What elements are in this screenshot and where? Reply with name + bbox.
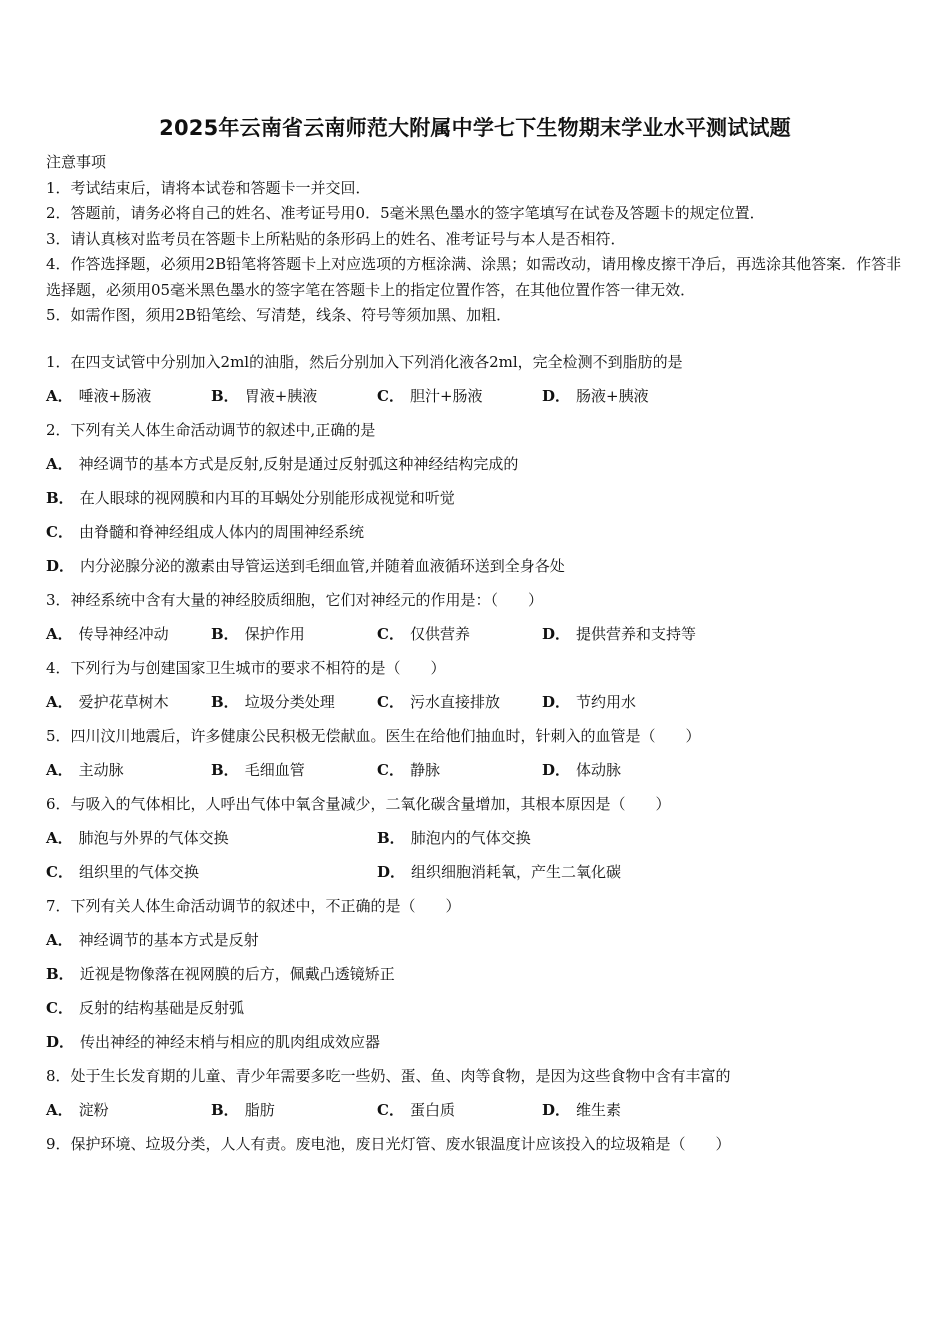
notice-item: 3．请认真核对监考员在答题卡上所粘贴的条形码上的姓名、准考证号与本人是否相符． (46, 229, 626, 248)
question-stem: 2．下列有关人体生命活动调节的叙述中,正确的是 (46, 421, 376, 439)
option-row (46, 1093, 906, 1127)
question-stem: 3．神经系统中含有大量的神经胶质细胞，它们对神经元的作用是：（ ） (46, 591, 544, 609)
notice-item: 5．如需作图，须用2B铅笔绘、写清楚，线条、符号等须加黑、加粗． (46, 306, 512, 324)
option: D． 节约用水 (542, 693, 637, 711)
question-stem: 1．在四支试管中分别加入2ml的油脂，然后分别加入下列消化液各2ml，完全检测不到脂肪的是 (46, 353, 683, 371)
option: C． 蛋白质 (377, 1101, 455, 1119)
option: D． 维生素 (542, 1101, 622, 1119)
option-row (46, 685, 906, 719)
option: C． 仅供营养 (377, 625, 470, 643)
option: A． 肺泡与外界的气体交换 (46, 829, 229, 847)
option: D． 内分泌腺分泌的激素由导管运送到毛细血管,并随着血液循环送到全身各处 (46, 557, 565, 575)
option: C． 反射的结构基础是反射弧 (46, 999, 244, 1017)
option-row (46, 855, 906, 889)
option-row (46, 379, 906, 413)
option: C． 胆汁+肠液 (377, 387, 483, 405)
option: A． 主动脉 (46, 761, 124, 779)
option-row (46, 617, 906, 651)
option: B． 在人眼球的视网膜和内耳的耳蜗处分别能形成视觉和听觉 (46, 489, 455, 507)
option: B． 脂肪 (211, 1101, 275, 1119)
option: A． 唾液+肠液 (46, 387, 152, 405)
option: D． 传出神经的神经末梢与相应的肌肉组成效应器 (46, 1033, 381, 1051)
option: B． 毛细血管 (211, 761, 305, 779)
page-title: 2025年云南省云南师范大附属中学七下生物期末学业水平测试试题 (159, 116, 791, 140)
option: D． 体动脉 (542, 761, 622, 779)
option: C． 静脉 (377, 761, 440, 779)
question-stem: 8．处于生长发育期的儿童、青少年需要多吃一些奶、蛋、鱼、肉等食物，是因为这些食物中含有丰富的 (46, 1067, 731, 1085)
notice-section (46, 150, 906, 329)
option: D． 提供营养和支持等 (542, 625, 697, 643)
option: C． 组织里的气体交换 (46, 863, 199, 881)
option: B． 胃液+胰液 (211, 387, 318, 405)
option: A． 神经调节的基本方式是反射,反射是通过反射弧这种神经结构完成的 (46, 455, 519, 473)
option: C． 污水直接排放 (377, 693, 500, 711)
option: D． 组织细胞消耗氧，产生二氧化碳 (377, 863, 622, 881)
option-row (46, 821, 906, 855)
question-stem: 9．保护环境、垃圾分类，人人有责。废电池，废日光灯管、废水银温度计应该投入的垃圾箱是（ ） (46, 1135, 731, 1153)
option: B． 保护作用 (211, 625, 305, 643)
option: B． 肺泡内的气体交换 (377, 829, 531, 847)
option: A． 神经调节的基本方式是反射 (46, 931, 259, 949)
option: B． 垃圾分类处理 (211, 693, 335, 711)
option: A． 爱护花草树木 (46, 693, 169, 711)
question-stem: 7．下列有关人体生命活动调节的叙述中，不正确的是（ ） (46, 897, 461, 915)
option: A． 传导神经冲动 (46, 625, 169, 643)
option-row (46, 753, 906, 787)
question-list (46, 345, 906, 1161)
question-stem: 6．与吸入的气体相比，人呼出气体中氧含量减少，二氧化碳含量增加，其根本原因是（ ） (46, 795, 671, 813)
option: A． 淀粉 (46, 1101, 109, 1119)
question-stem: 5．四川汶川地震后，许多健康公民积极无偿献血。医生在给他们抽血时，针刺入的血管是（ ） (46, 727, 701, 745)
notice-item: 4．作答选择题，必须用2B铅笔将答题卡上对应选项的方框涂满、涂黑；如需改动，请用橡皮擦干净后，再选涂其他答案．作答非选择题，必须用05毫米黑色墨水的签字笔在答题卡上的指定位置作答，在其他位置作答一律无效． (46, 255, 902, 299)
notice-item: 1．考试结束后，请将本试卷和答题卡一并交回． (46, 178, 371, 197)
option: D． 肠液+胰液 (542, 387, 649, 405)
option: C． 由脊髓和脊神经组成人体内的周围神经系统 (46, 523, 364, 541)
notice-item: 2．答题前，请务必将自己的姓名、准考证号用0．5毫米黑色墨水的签字笔填写在试卷及答题卡的规定位置． (46, 204, 765, 222)
notice-heading: 注意事项 (46, 153, 107, 171)
question-stem: 4．下列行为与创建国家卫生城市的要求不相符的是（ ） (46, 659, 446, 677)
option: B． 近视是物像落在视网膜的后方，佩戴凸透镜矫正 (46, 965, 395, 983)
